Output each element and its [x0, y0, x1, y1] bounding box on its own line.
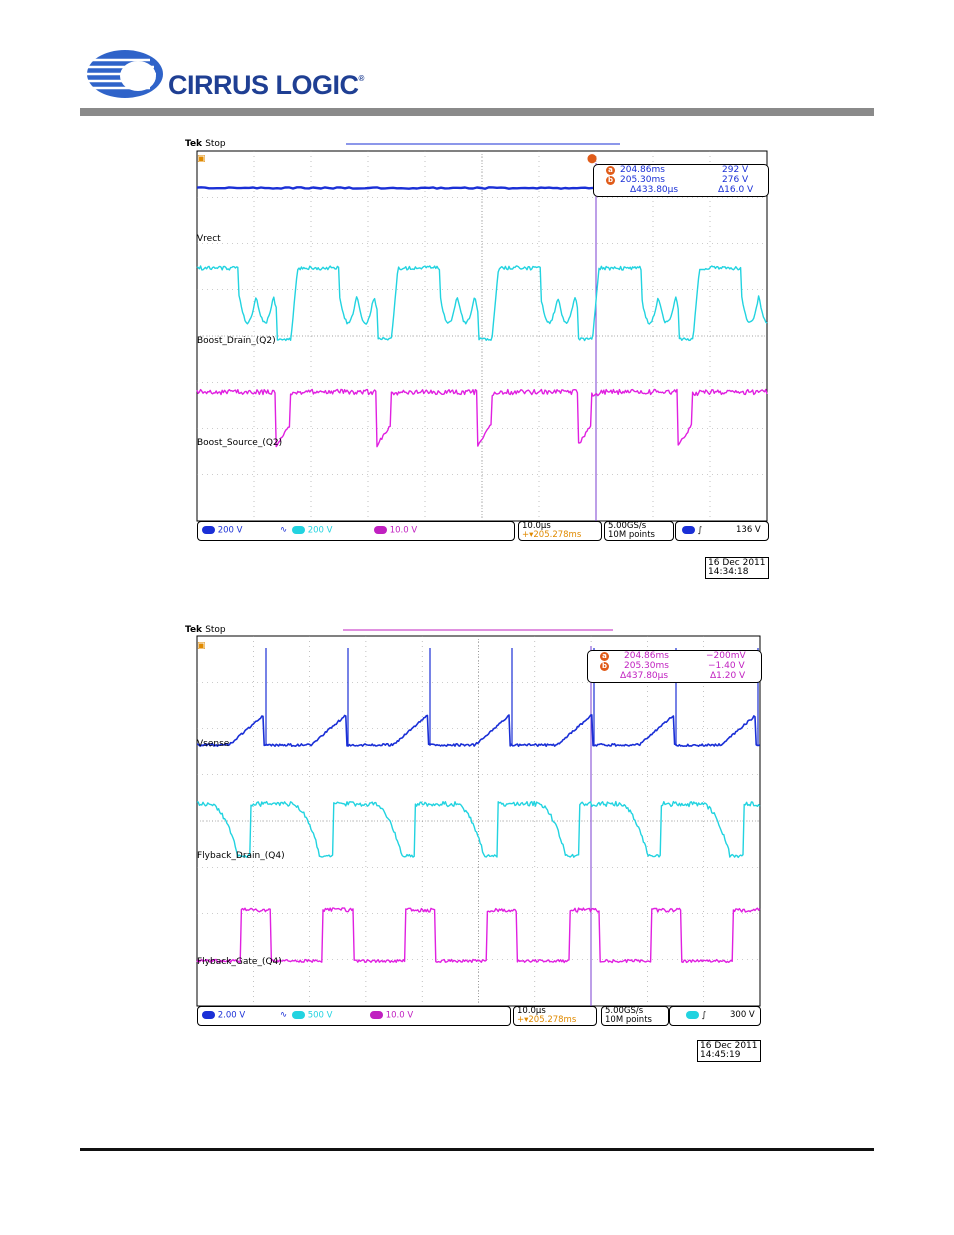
- trigger-box: [669, 1006, 761, 1026]
- scope-1-graticule: [183, 138, 775, 578]
- ch1-chip-icon: [202, 526, 215, 534]
- timebase: 10.0µs: [517, 1006, 546, 1016]
- ch3-chip-icon: [370, 1011, 383, 1019]
- channel-scale-bar: [197, 1006, 511, 1026]
- trigger-marker: ▣: [197, 641, 206, 651]
- ch1-label: Vrect: [197, 234, 221, 244]
- cursor-a-icon: a: [606, 166, 615, 175]
- record-length: 10M points: [608, 530, 655, 540]
- company-name: CIRRUS LOGIC®: [168, 70, 364, 100]
- ch3-scale: 10.0 V: [385, 1010, 414, 1021]
- trigger-source-icon: [686, 1011, 699, 1019]
- cursor-b-time: 205.30ms: [620, 175, 665, 185]
- cursor-delta-value: Δ1.20 V: [710, 671, 746, 681]
- cursor-a-value: −200mV: [706, 651, 746, 661]
- cursor-a-time: 204.86ms: [624, 651, 669, 661]
- cursor-b-icon: b: [607, 176, 613, 184]
- cursor-a-value: 292 V: [722, 165, 749, 175]
- trigger-level: 300 V: [730, 1010, 755, 1020]
- cursor-b-value: −1.40 V: [708, 661, 745, 671]
- scope-brand: Tek Stop: [185, 625, 226, 635]
- cursor-a-time: 204.86ms: [620, 165, 665, 175]
- ch3-scale: 10.0 V: [389, 525, 418, 536]
- ch1-scale: 2.00 V: [217, 1010, 246, 1021]
- trigger-marker: ▣: [197, 154, 206, 164]
- ch3-label: Flyback_Gate_(Q4): [197, 957, 282, 967]
- trigger-level: 136 V: [736, 525, 761, 535]
- trigger-position: +▾205.278ms: [522, 530, 582, 540]
- bandwidth-icon: ∿: [280, 1010, 288, 1020]
- ch2-chip-icon: [292, 1011, 305, 1019]
- capture-datetime: 16 Dec 2011 14:45:19: [697, 1040, 761, 1062]
- scope-2-graticule: [183, 624, 775, 1066]
- cursor-readout: [593, 164, 769, 197]
- ch1-scale: 200 V: [217, 525, 243, 536]
- cursor-a-icon: a: [600, 652, 609, 661]
- ch2-label: Boost_Drain_(Q2): [197, 336, 276, 346]
- ch3-chip-icon: [374, 526, 387, 534]
- ch2-scale: 500 V: [307, 1010, 333, 1021]
- ch3-label: Boost_Source_(Q2): [197, 438, 283, 448]
- oscilloscope-capture-1: [183, 138, 775, 578]
- trigger-box: [675, 521, 769, 541]
- bandwidth-icon: ∿: [280, 525, 288, 535]
- cursor-b-time: 205.30ms: [624, 661, 669, 671]
- ch1-label: Vsense: [197, 739, 230, 749]
- cursor-readout: [587, 650, 762, 683]
- cursor-b-marker: ⬤: [587, 154, 598, 164]
- acquisition-box: [601, 1006, 669, 1026]
- sample-rate: 5.00GS/s: [608, 521, 647, 531]
- sample-rate: 5.00GS/s: [605, 1006, 644, 1016]
- oscilloscope-capture-2: [183, 624, 775, 1066]
- timebase: 10.0µs: [522, 521, 551, 531]
- trigger-slope-icon: ∫: [697, 525, 703, 536]
- ch2-scale: 200 V: [307, 525, 333, 536]
- channel-scale-bar: [197, 521, 515, 541]
- trigger-source-icon: [682, 526, 695, 534]
- ch2-label: Flyback_Drain_(Q4): [197, 851, 285, 861]
- capture-datetime: 16 Dec 2011 14:34:18: [705, 557, 769, 579]
- trigger-position: +▾205.278ms: [517, 1015, 577, 1025]
- timebase-box: [518, 521, 602, 541]
- record-length: 10M points: [605, 1015, 652, 1025]
- footer-rule: [80, 1148, 874, 1151]
- cursor-delta-value: Δ16.0 V: [718, 185, 754, 195]
- acquisition-box: [604, 521, 674, 541]
- cursor-b-value: 276 V: [722, 175, 749, 185]
- cursor-delta-time: Δ433.80µs: [630, 185, 679, 195]
- ch1-chip-icon: [202, 1011, 215, 1019]
- scope-brand: Tek Stop: [185, 139, 226, 149]
- trigger-slope-icon: ∫: [701, 1010, 707, 1021]
- timebase-box: [513, 1006, 597, 1026]
- ch2-chip-icon: [292, 526, 305, 534]
- header-bar: [80, 108, 874, 116]
- ch1-trace: [197, 187, 593, 188]
- cursor-delta-time: Δ437.80µs: [620, 671, 669, 681]
- cursor-b-icon: b: [601, 662, 607, 670]
